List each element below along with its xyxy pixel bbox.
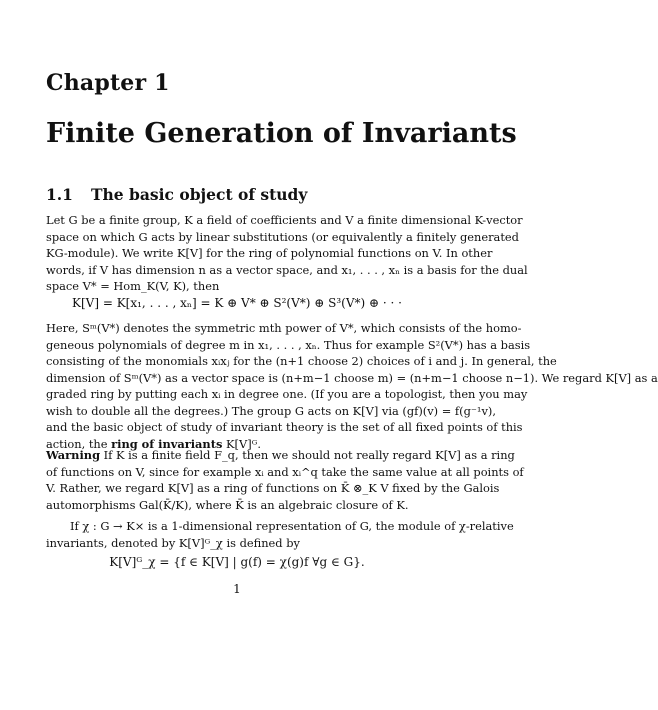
text-line: invariants, denoted by K[V]ᴳ_χ is defined by bbox=[46, 535, 300, 550]
text-line: geneous polynomials of degree m in x₁, . . . , xₙ. Thus for example S²(V*) has a basis bbox=[46, 337, 531, 352]
text-line: wish to double all the degrees.) The group G acts on K[V] via (gf)(v) = f(g⁻¹v), bbox=[46, 403, 496, 418]
text-line: dimension of Sᵐ(V*) as a vector space is (n+m−1 choose m) = (n+m−1 choose n−1). We regard K[V] as a bbox=[46, 370, 658, 385]
text-line: KG-module). We write K[V] for the ring of polynomial functions on V. In other bbox=[46, 246, 493, 260]
page-number: 1 bbox=[233, 582, 241, 596]
section-number: 1.1 bbox=[46, 185, 73, 204]
equation-relative-invariants: K[V]ᴳ_χ = {f ∈ K[V] | g(f) = χ(g)f ∀g ∈ G}. bbox=[109, 555, 365, 569]
equation-polynomial-ring: K[V] = K[x₁, . . . , xₙ] = K ⊕ V* ⊕ S²(V*) ⊕ S³(V*) ⊕ · · · bbox=[72, 296, 402, 310]
text-line: of functions on V, since for example xᵢ and xᵢ^q take the same value at all points of bbox=[46, 464, 524, 479]
text-line: and the basic object of study of invariant theory is the set of all fixed points of this bbox=[46, 420, 523, 434]
text-line: space V* = Hom_K(V, K), then bbox=[46, 279, 220, 293]
text-line: If χ : G → K× is a 1-dimensional representation of G, the module of χ-relative bbox=[70, 519, 514, 533]
ring-of-invariants-term: ring of invariants bbox=[111, 436, 223, 451]
text-line bbox=[46, 447, 515, 464]
text-line: V. Rather, we regard K[V] as a ring of functions on K̄ ⊗_K V fixed by the Galois bbox=[46, 481, 500, 495]
paragraph-intro bbox=[46, 212, 528, 295]
paragraph-relative-invariants bbox=[46, 518, 514, 551]
text-line: words, if V has dimension n as a vector space, and x₁, . . . , xₙ is a basis for the dual bbox=[46, 262, 528, 277]
section-heading bbox=[46, 185, 307, 204]
warning-label: Warning bbox=[46, 448, 101, 462]
paragraph-warning bbox=[46, 447, 524, 513]
text-segment: action, the bbox=[46, 436, 112, 451]
text-line: consisting of the monomials xᵢxⱼ for the (n+1 choose 2) choices of i and j. In general, the bbox=[46, 354, 557, 368]
paragraph-symmetric-powers bbox=[46, 320, 658, 452]
text-line: graded ring by putting each xᵢ in degree one. (If you are a topologist, then you may bbox=[46, 387, 528, 401]
text-segment: If K is a finite field F_q, then we should not really regard K[V] as a ring bbox=[100, 448, 515, 462]
chapter-label: Chapter 1 bbox=[46, 70, 170, 96]
text-segment: K[V]ᴳ. bbox=[222, 436, 261, 451]
chapter-title: Finite Generation of Invariants bbox=[46, 118, 517, 149]
section-title: The basic object of study bbox=[90, 185, 308, 204]
text-line: automorphisms Gal(K̄/K), where K̄ is an algebraic closure of K. bbox=[46, 497, 409, 512]
text-line: Here, Sᵐ(V*) denotes the symmetric mth power of V*, which consists of the homo- bbox=[46, 321, 522, 335]
text-line: space on which G acts by linear substitutions (or equivalently a finitely generated bbox=[46, 229, 519, 244]
text-line: Let G be a finite group, K a field of coefficients and V a finite dimensional K-vector bbox=[46, 213, 523, 227]
